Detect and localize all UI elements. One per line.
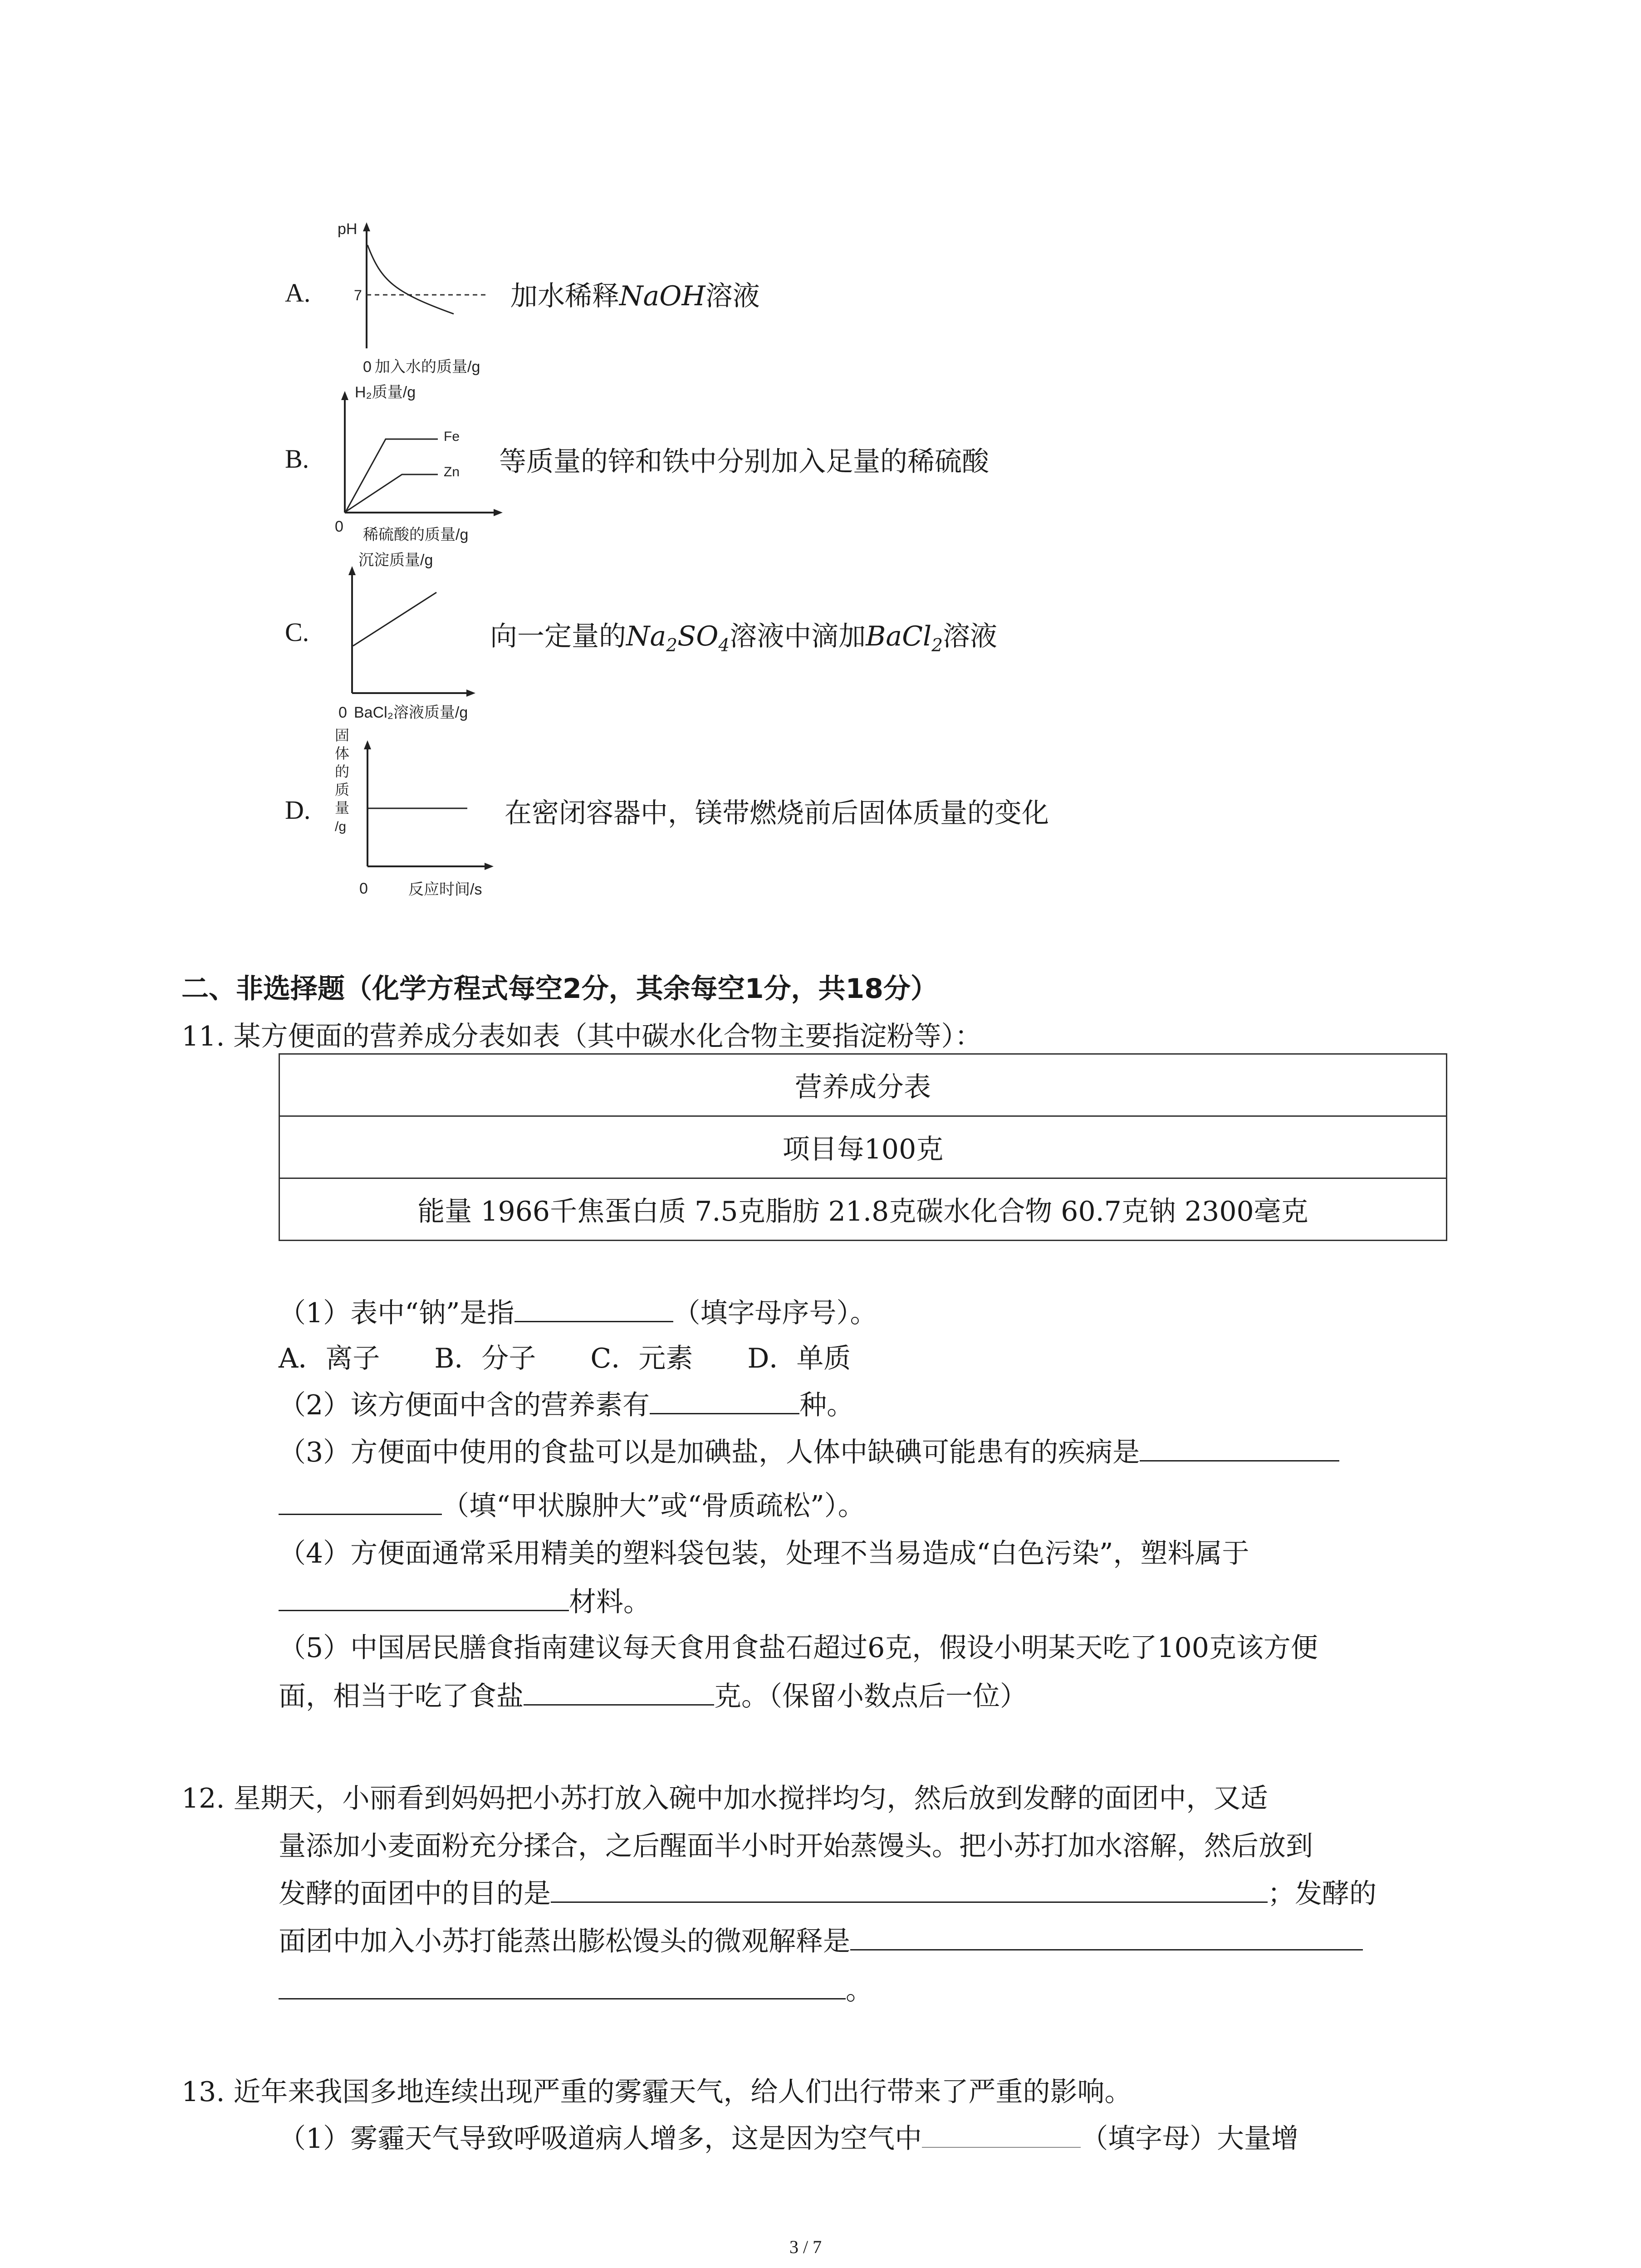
graph-c-origin: 0: [338, 704, 347, 721]
q11-blank-3b[interactable]: [279, 1509, 442, 1515]
graph-c-x-label: BaCl₂溶液质量/g: [354, 704, 468, 721]
q11-blank-1[interactable]: [514, 1316, 673, 1322]
q11-part2: （2）该方便面中含的营养素有 种。: [279, 1389, 854, 1421]
option-b-letter: B.: [285, 444, 309, 474]
graph-b-fe-label: Fe: [444, 429, 460, 444]
q13-line1: 13. 近年来我国多地连续出现严重的雾霾天气，给人们出行带来了严重的影响。: [181, 2076, 1132, 2108]
option-b-graph: [318, 381, 517, 549]
graph-b-zn-label: Zn: [444, 464, 460, 479]
q12-line3: 发酵的面团中的目的是 ；发酵的: [279, 1878, 1376, 1910]
q12-blank-1[interactable]: [551, 1897, 1268, 1903]
q11-part4-line2: 材料。: [279, 1589, 651, 1616]
graph-b-y-label: H₂质量/g: [355, 384, 416, 401]
graph-d-y-char: 量: [335, 800, 350, 816]
graph-a-x-label: 加入水的质量/g: [375, 358, 480, 376]
option-c-text: 向一定量的$Na_2SO_4$溶液中滴加BaCl$_2$溶液: [490, 621, 998, 656]
graph-d-origin: 0: [359, 880, 368, 897]
graph-d-y-char: /g: [335, 819, 347, 834]
graph-d-y-char: 的: [335, 763, 350, 780]
option-c-graph: [318, 549, 517, 730]
q12-line5: 。: [279, 1977, 873, 2004]
table-row: 项目每100克: [279, 1116, 1447, 1178]
q11-part4-line1: （4）方便面通常采用精美的塑料袋包装，处理不当易造成“白色污染”，塑料属于: [279, 1538, 1249, 1569]
q12-blank-2b[interactable]: [279, 1994, 846, 1999]
q11-part3-line1: （3）方便面中使用的食盐可以是加碘盐，人体中缺碘可能患有的疾病是: [279, 1439, 1339, 1466]
q11-stem: 11. 某方便面的营养成分表如表（其中碳水化合物主要指淀粉等）：: [181, 1021, 982, 1052]
option-d-text: 在密闭容器中，镁带燃烧前后固体质量的变化: [505, 797, 1049, 829]
q11-blank-5[interactable]: [524, 1700, 714, 1706]
q13-blank-1[interactable]: [922, 2142, 1081, 2148]
q12-line2: 量添加小麦面粉充分揉合，之后醒面半小时开始蒸馒头。把小苏打加水溶解，然后放到: [279, 1830, 1313, 1862]
q12-line1: 12. 星期天，小丽看到妈妈把小苏打放入碗中加水搅拌均匀，然后放到发酵的面团中，又适: [181, 1783, 1268, 1814]
graph-a-y-tick: 7: [354, 287, 362, 303]
graph-c-y-label: 沉淀质量/g: [358, 552, 433, 569]
section-title: 二、非选择题（化学方程式每空2分，其余每空1分，共18分）: [181, 973, 938, 1005]
q11-part1: （1）表中“钠”是指 （填字母序号）。: [279, 1297, 877, 1329]
q11-blank-4[interactable]: [279, 1605, 569, 1611]
option-b-text: 等质量的锌和铁中分别加入足量的稀硫酸: [499, 446, 989, 478]
graph-d-y-char: 固: [335, 727, 350, 743]
graph-b-origin: 0: [335, 518, 343, 535]
q11-blank-3[interactable]: [1140, 1456, 1339, 1461]
table-row: 营养成分表: [279, 1054, 1447, 1116]
q11-part3-line2: （填“甲状腺肿大”或“骨质疏松”）。: [279, 1492, 865, 1520]
nutrition-table: [279, 1053, 1447, 1241]
graph-b-x-label: 稀硫酸的质量/g: [363, 526, 469, 543]
q12-line4: 面团中加入小苏打能蒸出膨松馒头的微观解释是: [279, 1928, 1363, 1955]
q12-blank-2[interactable]: [850, 1945, 1363, 1950]
option-a-text: 加水稀释NaOH溶液: [510, 280, 760, 312]
option-d-graph: [318, 726, 517, 903]
option-c-letter: C.: [285, 617, 309, 647]
q13-line2: （1）雾霾天气导致呼吸道病人增多，这是因为空气中 （填字母）大量增: [279, 2123, 1299, 2155]
q11-choices: A．离子 B．分子 C．元素 D．单质: [279, 1343, 851, 1374]
graph-d-y-char: 质: [335, 782, 350, 798]
q11-part5-line2: 面，相当于吃了食盐 克。（保留小数点后一位）: [279, 1681, 1027, 1712]
option-a-graph: [318, 213, 517, 381]
q11-part5-line1: （5）中国居民膳食指南建议每天食用食盐石超过6克，假设小明某天吃了100克该方便: [279, 1632, 1318, 1664]
page-number: 3 / 7: [789, 2237, 822, 2257]
option-a-letter: A.: [285, 278, 311, 308]
graph-d-x-label: 反应时间/s: [408, 881, 482, 898]
graph-d-y-char: 体: [335, 745, 350, 762]
graph-a-y-label: pH: [338, 220, 358, 238]
option-d-letter: D.: [285, 795, 311, 825]
table-row: 能量 1966千焦蛋白质 7.5克脂肪 21.8克碳水化合物 60.7克钠 2300毫克: [279, 1178, 1447, 1241]
q11-blank-2[interactable]: [650, 1408, 799, 1414]
graph-a-origin: 0: [363, 358, 372, 376]
